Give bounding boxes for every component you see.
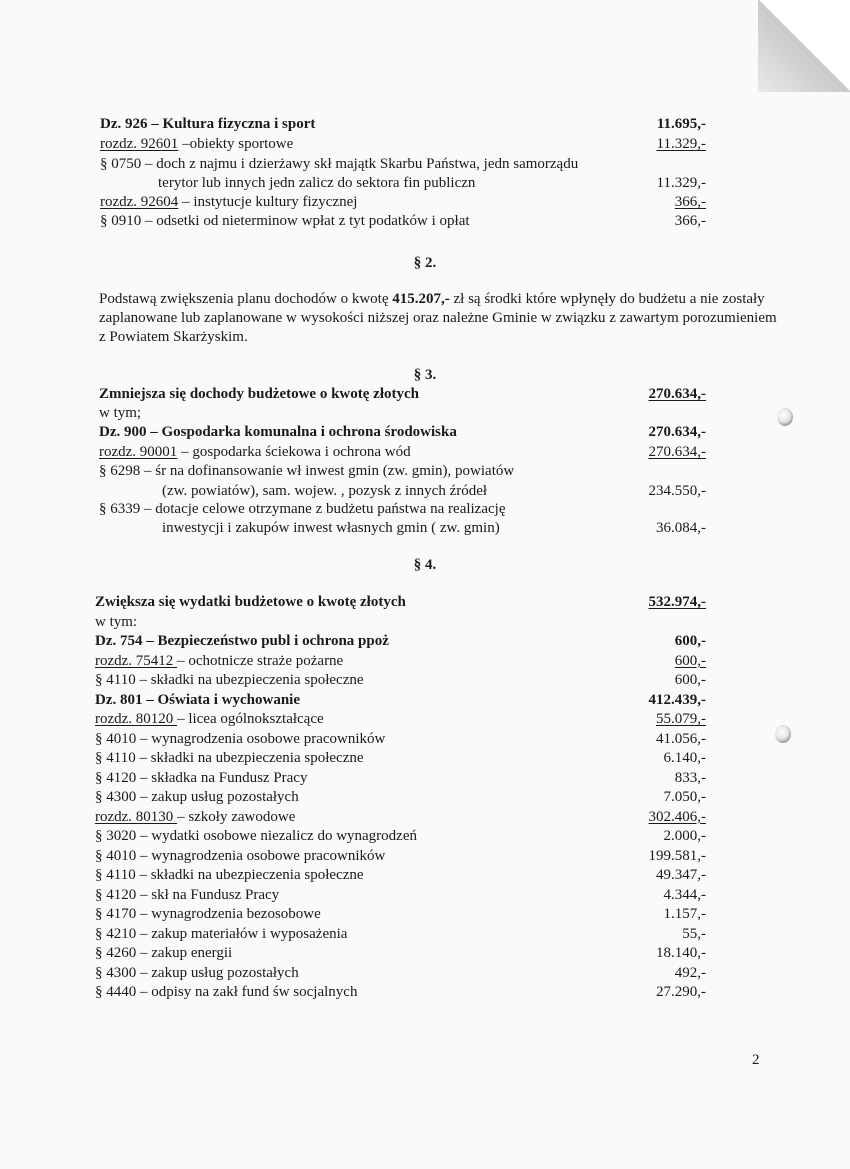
chapter-code: rozdz. 92604 xyxy=(100,194,179,210)
row-text: § 4120 – skł na Fundusz Pracy xyxy=(95,886,280,903)
row-label xyxy=(95,964,299,983)
row-label xyxy=(95,847,385,866)
row-text: Dz. 926 – Kultura fizyczna i sport xyxy=(100,116,316,132)
table-row xyxy=(0,730,850,749)
row-text: § 3020 – wydatki osobowe niezalicz do wynagrodzeń xyxy=(95,828,417,844)
row-label xyxy=(95,788,299,807)
row-amount: 270.634,- xyxy=(648,386,706,402)
row-text: § 4110 – składki na ubezpieczenia społeczne xyxy=(95,867,364,883)
table-row xyxy=(0,691,850,710)
row-amount: 7.050,- xyxy=(663,789,706,805)
row-text: § 0910 – odsetki od nieterminow wpłat z tyt podatków i opłat xyxy=(100,213,470,229)
table-row xyxy=(0,788,850,807)
row-label xyxy=(158,174,475,193)
row-label xyxy=(99,423,457,442)
row-label xyxy=(100,193,357,212)
row-text: w tym: xyxy=(95,613,138,630)
row-label xyxy=(100,155,578,174)
table-row xyxy=(0,519,850,538)
row-label xyxy=(162,519,500,538)
row-label xyxy=(95,671,364,690)
row-amount: 6.140,- xyxy=(663,750,706,766)
page-number: 2 xyxy=(752,1052,760,1068)
chapter-code: rozdz. 92601 xyxy=(100,136,179,152)
row-label xyxy=(100,135,293,154)
row-text: § 4210 – zakup materiałów i wyposażenia xyxy=(95,925,348,942)
row-amount: 492,- xyxy=(674,964,706,981)
row-amount: 11.695,- xyxy=(656,116,706,132)
row-label xyxy=(95,944,232,963)
row-text: § 4170 – wynagrodzenia bezosobowe xyxy=(95,906,321,922)
table-row xyxy=(0,613,850,632)
chapter-code: rozdz. 75412 xyxy=(95,652,178,669)
row-label xyxy=(95,925,347,944)
row-text: Zwiększa się wydatki budżetowe o kwotę złotych xyxy=(95,594,406,610)
row-label xyxy=(95,808,295,827)
paragraph-amount: 415.207,- xyxy=(392,291,450,307)
row-amount: 412.439,- xyxy=(648,691,706,708)
row-text: – licea ogólnokształcące xyxy=(177,711,324,727)
row-text: § 4110 – składki na ubezpieczenia społeczne xyxy=(95,750,364,766)
row-label xyxy=(99,404,141,423)
table-row xyxy=(0,174,850,193)
table-row xyxy=(0,866,850,885)
table-row xyxy=(0,983,850,1002)
row-amount: 270.634,- xyxy=(648,424,706,440)
table-row xyxy=(0,404,850,423)
section-3-heading: § 3. xyxy=(413,367,437,383)
table-row xyxy=(0,135,850,154)
table-row xyxy=(0,385,850,404)
row-text: Dz. 801 – Oświata i wychowanie xyxy=(95,691,300,708)
table-row xyxy=(0,749,850,768)
row-amount: 302.406,- xyxy=(648,808,706,825)
row-text: § 4010 – wynagrodzenia osobowe pracowników xyxy=(95,730,386,747)
table-row xyxy=(0,423,850,442)
table-row xyxy=(0,925,850,944)
row-label xyxy=(95,730,385,749)
row-text: – ochotnicze straże pożarne xyxy=(177,652,344,669)
table-row xyxy=(0,115,850,134)
table-row xyxy=(0,944,850,963)
row-text: – instytucje kultury fizycznej xyxy=(178,194,358,210)
row-label xyxy=(99,462,514,481)
row-amount: 532.974,- xyxy=(648,594,706,610)
row-label xyxy=(95,749,364,768)
row-text: § 4440 – odpisy na zakł fund św socjalnych xyxy=(95,984,358,1000)
row-amount: 366,- xyxy=(674,213,706,229)
row-text: § 4120 – składka na Fundusz Pracy xyxy=(95,769,308,786)
row-label xyxy=(95,769,307,788)
table-row xyxy=(0,710,850,729)
table-row xyxy=(0,500,850,519)
row-label xyxy=(100,212,470,231)
row-amount: 600,- xyxy=(674,672,706,688)
row-text: – gospodarka ściekowa i ochrona wód xyxy=(177,444,411,460)
table-row xyxy=(0,964,850,983)
row-amount: 41.056,- xyxy=(656,730,706,747)
row-text: w tym; xyxy=(99,405,142,421)
table-row xyxy=(0,462,850,481)
table-row xyxy=(0,671,850,690)
table-row xyxy=(0,212,850,231)
row-text: Dz. 754 – Bezpieczeństwo publ i ochrona ppoż xyxy=(95,633,389,649)
table-row xyxy=(0,827,850,846)
row-text: (zw. powiatów), sam. wojew. , pozysk z innych źródeł xyxy=(162,483,488,499)
row-text: Zmniejsza się dochody budżetowe o kwotę złotych xyxy=(99,386,419,402)
row-amount: 833,- xyxy=(674,769,706,786)
row-amount: 36.084,- xyxy=(656,520,706,536)
row-label xyxy=(95,632,389,651)
row-text: § 4260 – zakup energii xyxy=(95,945,233,961)
table-row xyxy=(0,808,850,827)
section-2-heading: § 2. xyxy=(413,255,437,271)
table-row xyxy=(0,886,850,905)
table-row xyxy=(0,905,850,924)
row-amount: 18.140,- xyxy=(656,945,706,961)
row-text: § 6298 – śr na dofinansowanie wł inwest gmin (zw. gmin), powiatów xyxy=(99,463,515,479)
row-text: § 4010 – wynagrodzenia osobowe pracowników xyxy=(95,847,386,864)
row-amount: 55.079,- xyxy=(656,711,706,727)
row-label xyxy=(95,866,364,885)
row-amount: 4.344,- xyxy=(663,886,706,903)
row-amount: 234.550,- xyxy=(648,483,706,499)
row-label xyxy=(100,115,315,134)
row-text: § 4110 – składki na ubezpieczenia społeczne xyxy=(95,672,364,688)
row-amount: 55,- xyxy=(682,925,706,942)
table-row xyxy=(0,632,850,651)
paragraph-text-after: zł są środki które wpłynęły do budżetu a nie zostały zaplanowane lub zaplanowane w wysokości niższej oraz należne Gminie w związku z zawartym porozumieniem z Powiatem Skarżyskim. xyxy=(99,291,777,345)
row-label xyxy=(95,691,300,710)
table-row xyxy=(0,652,850,671)
row-label xyxy=(95,613,137,632)
table-row xyxy=(0,769,850,788)
chapter-code: rozdz. 80120 xyxy=(95,711,178,727)
row-amount: 11.329,- xyxy=(656,136,706,152)
table-row xyxy=(0,193,850,212)
row-amount: 270.634,- xyxy=(648,444,706,460)
row-label xyxy=(99,385,419,404)
row-label xyxy=(95,827,417,846)
chapter-code: rozdz. 80130 xyxy=(95,808,178,825)
table-row xyxy=(0,482,850,501)
row-amount: 600,- xyxy=(674,652,706,669)
row-amount: 11.329,- xyxy=(656,175,706,191)
row-label xyxy=(95,983,357,1002)
row-amount: 199.581,- xyxy=(648,847,706,864)
row-text: § 6339 – dotacje celowe otrzymane z budżetu państwa na realizację xyxy=(99,501,506,517)
folded-corner xyxy=(758,0,850,92)
row-label xyxy=(95,710,324,729)
row-label xyxy=(162,482,487,501)
row-label xyxy=(95,652,343,671)
row-label xyxy=(95,593,406,612)
section-2-paragraph xyxy=(99,290,779,347)
table-row xyxy=(0,155,850,174)
section-4-heading: § 4. xyxy=(413,557,437,573)
row-amount: 49.347,- xyxy=(656,867,706,883)
row-label xyxy=(99,500,505,519)
row-amount: 27.290,- xyxy=(656,984,706,1000)
paragraph-text-before: Podstawą zwiększenia planu dochodów o kwotę xyxy=(99,291,393,307)
row-text: § 0750 – doch z najmu i dzierżawy skł majątk Skarbu Państwa, jedn samorządu xyxy=(100,156,579,172)
row-amount: 1.157,- xyxy=(663,906,706,922)
row-label xyxy=(99,443,411,462)
table-row xyxy=(0,443,850,462)
row-label xyxy=(95,905,321,924)
row-text: inwestycji i zakupów inwest własnych gmin ( zw. gmin) xyxy=(162,520,500,536)
row-text: Dz. 900 – Gospodarka komunalna i ochrona środowiska xyxy=(99,424,457,440)
row-amount: 600,- xyxy=(674,633,706,649)
row-text: terytor lub innych jedn zalicz do sektora fin publiczn xyxy=(158,175,476,191)
row-amount: 2.000,- xyxy=(663,828,706,844)
row-label xyxy=(95,886,279,905)
row-text: –obiekty sportowe xyxy=(178,136,294,152)
row-text: § 4300 – zakup usług pozostałych xyxy=(95,789,299,805)
table-row xyxy=(0,847,850,866)
row-text: § 4300 – zakup usług pozostałych xyxy=(95,964,299,981)
row-text: – szkoły zawodowe xyxy=(177,808,296,825)
row-amount: 366,- xyxy=(674,194,706,210)
table-row xyxy=(0,593,850,612)
chapter-code: rozdz. 90001 xyxy=(99,444,178,460)
